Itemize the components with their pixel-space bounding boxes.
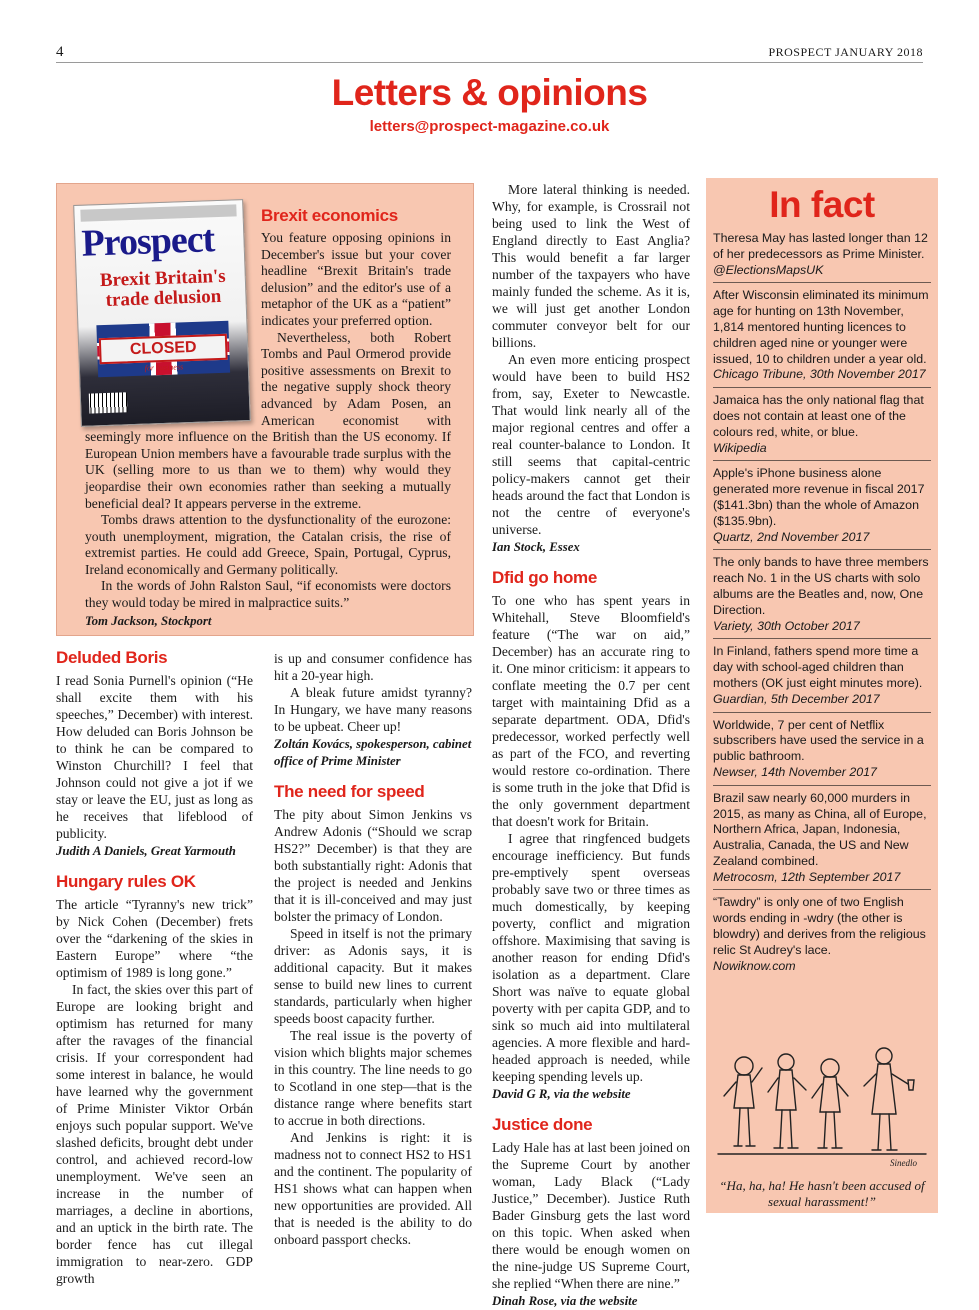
fact-text: Theresa May has lasted longer than 12 of her predecessors as Prime Minister. (713, 231, 928, 261)
fact-source: Metrocosm, 12th September 2017 (713, 869, 901, 884)
page-number: 4 (56, 44, 64, 60)
fact-item (713, 226, 931, 283)
fact-item (713, 461, 931, 550)
fact-text: Jamaica has the only national flag that does not contain at least one of the colours red, white, or blue. (713, 393, 924, 439)
letter-signature: David G R, via the website (492, 1087, 631, 1101)
featured-letter-box (56, 183, 474, 636)
fact-source: Guardian, 5th December 2017 (713, 691, 880, 706)
fact-item (713, 890, 931, 978)
letter-heading-justice: Justice done (492, 1115, 593, 1134)
letter-signature: Tom Jackson, Stockport (85, 613, 212, 628)
cartoon-figure-body (776, 1070, 796, 1110)
cartoon-figure-body (734, 1075, 754, 1108)
fact-text: Brazil saw nearly 60,000 murders in 2015, as many as China, all of Europe, Northern Africa, Japan, Indonesia, Australia, Canada, the US and New Zealand combined. (713, 790, 927, 868)
fact-source: @ElectionsMapsUK (713, 262, 824, 277)
fact-source: Chicago Tribune, 30th November 2017 (713, 367, 926, 382)
fact-item (713, 388, 931, 461)
cartoon-figure-head (735, 1057, 753, 1075)
fact-source: Nowiknow.com (713, 958, 796, 973)
cartoon-caption: “Ha, ha, ha! He hasn't been accused of sexual harassment!” (719, 1178, 925, 1209)
column-left (56, 648, 253, 1287)
letter-paragraph: You feature opposing opinions in December's issue but your cover headline “Brexit Britain's trade delusion” and the editor's use of a metaphor of the UK as a “patient” indicates your preferred option. (261, 230, 451, 328)
magazine-cover-image (73, 199, 251, 427)
in-fact-heading: In fact (769, 184, 875, 225)
letter-paragraph: Speed in itself is not the primary driver: as Adonis says, it is additional capacity. But it makes sense to build new lines to current standards, particularly when higher speeds boost capacity further. (274, 926, 472, 1026)
cartoon-figure-head (778, 1054, 794, 1070)
cartoon-figure-arms (864, 1074, 908, 1086)
cover-sign-subtitle: for business (144, 362, 184, 373)
letter-paragraph: Nevertheless, both Robert Tombs and Paul Ormerod provide positive assessments on Brexit to the negative supply shock theory advanced by Adam Posen, an American economist with seemingly more influence on the British than the US economy. If European Union members have a favourable trade surplus with the UK (selling more to us than we to them) why would they jeopardise their own economies rather than seeking a mutually beneficial deal? It appears perverse in the extreme. (85, 329, 451, 511)
cover-masthead: Prospect (80, 218, 215, 265)
letter-paragraph: I read Sonia Purnell's opinion (“He shall excite them with his speeches,” December) with interest. How deluded can Boris Johnson be to think he can be compared to Winston Churchill? I feel that Johnson could not give a jot if we stay or leave the EU, just as long as he receives that lifeblood of publicity. (56, 673, 253, 841)
letter-paragraph: Lady Hale has at last been joined on the Supreme Court by another woman, Lady Black (“Lady Justice,” December). Justice Ruth Bader Ginsburg gets the last word on this topic. When asked when there would be enough women on the nine-judge US Supreme Court, she replied “When there are nine.” (492, 1140, 690, 1291)
fact-source: Wikipedia (713, 440, 767, 455)
letter-heading-deluded-boris: Deluded Boris (56, 648, 168, 667)
running-head: PROSPECT JANUARY 2018 (768, 45, 923, 59)
cartoon-figure-body (820, 1077, 840, 1112)
letter-paragraph: Tombs draws attention to the dysfunctionality of the eurozone: youth unemployment, migration, the Catalan crisis, the rise of extremist parties. He could add Greece, Spain, Portugal, Cyprus, Ireland economically and Germany politically. (85, 512, 451, 577)
letter-paragraph: And Jenkins is right: it is madness not to connect HS2 to HS1 and the continent. The popularity of HS1 shows what can happen when new opportunities are provided. All that is needed is the ability to do onboard passport checks. (274, 1130, 472, 1247)
letter-paragraph: The pity about Simon Jenkins vs Andrew Adonis (“Should we scrap HS2?” December) is that they are both substantially right: Adonis that the project is needed and Jenkins that it is ill-conceived and may just bolster the primacy of London. (274, 807, 472, 924)
cartoon-figure-body (872, 1064, 896, 1114)
cover-closed-sign: CLOSED (99, 334, 228, 364)
fact-text: Apple's iPhone business alone generated more revenue in fiscal 2017 ($141.3bn) than the whole of Amazon ($135.9bn). (713, 466, 925, 528)
cartoon-figure-arms (724, 1068, 762, 1096)
letter-signature: Ian Stock, Essex (492, 540, 580, 554)
page-title: Letters & opinions (331, 72, 648, 113)
cartoon-figure-legs (872, 1114, 897, 1150)
letter-paragraph: is up and consumer confidence has hit a 20-year high. (274, 651, 472, 683)
fact-text: Worldwide, 7 per cent of Netflix subscribers have used the service in a public bathroom. (713, 717, 924, 764)
column-middle (274, 650, 472, 1248)
letter-heading-hungary: Hungary rules OK (56, 872, 196, 891)
cartoon-figure-arms (768, 1078, 806, 1092)
cartoon-signature: Sinedlo (890, 1158, 917, 1168)
letter-paragraph: I agree that ringfenced budgets encourage inefficiency. But funds pre-emptively spent overseas probably save two or three times as much domestically, by keeping poverty, conflict and migration offshore. Maximising that saving is another reason for ending Dfid's isolation as a department. Clare Short was naïve to equate global poverty with per capita GDP, and to sink so much aid into multilateral agencies. A more flexible and hard-headed approach is needed, while keeping spending levels up. (492, 831, 690, 1084)
cartoon-figure-head (876, 1048, 892, 1064)
letter-signature: Dinah Rose, via the website (492, 1294, 638, 1308)
barcode-icon (89, 392, 128, 413)
cover-headline: Brexit Britain's trade delusion (99, 265, 227, 311)
letter-paragraph: More lateral thinking is needed. Why, for example, is Crossrail not being used to link the West of England directly to East Anglia? This would benefit a far larger number of the taxpayers who have mainly funded the scheme. As it is, we will just get another London commuter conveyor belt for our billions. (492, 182, 690, 350)
cartoon-figure-head (821, 1059, 839, 1077)
letter-paragraph: A bleak future amidst tyranny? In Hungary, we have many reasons to be upbeat. Cheer up! (274, 685, 472, 734)
letter-paragraph: The article “Tyranny's new trick” by Nick Cohen (December) frets over the “darkening of the skies in Eastern Europe” where “the optimism of 1989 is long gone.” (56, 897, 253, 980)
header-rule (56, 62, 923, 63)
cartoon-figure-legs (818, 1112, 842, 1148)
fact-text: After Wisconsin eliminated its minimum age for hunting on 13th November, 1,814 mentored hunting licences to children aged nine or younger were issued, 10 to children under a year old. (713, 288, 929, 366)
letters-email-link[interactable]: letters@prospect-magazine.co.uk (369, 118, 610, 135)
in-fact-sidebar (706, 178, 938, 1213)
cup-icon (908, 1080, 914, 1090)
column-right (492, 181, 690, 1310)
letter-paragraph: To one who has spent years in Whitehall, Steve Bloomfield's feature (“The war on aid,” December) has an accurate ring to it. One minor criticism: it appears to conflate meeting the 0.7 per cent target with maintaining Dfid as a separate department. ODA, Dfid's predecessor, worked perfectly well as part of the FCO, and reverting would restore co-ordination. There is some truth in the joke that Dfid is the only government department that doesn't work for Britain. (492, 593, 690, 829)
fact-text: In Finland, fathers spend more time a day with school-aged children than mothers (OK just eight minutes more). (713, 644, 923, 690)
fact-text: “Tawdry” is only one of two English words ending in -wdry (the other is blowdry) and derives from the religious relic St Audrey's lace. (713, 895, 926, 957)
letter-heading-dfid: Dfid go home (492, 568, 597, 587)
fact-text: The only bands to have three members reach No. 1 in the US charts with solo albums are the Beatles and, now, One Direction. (713, 555, 929, 617)
fact-item (713, 786, 931, 891)
letter-paragraph: In the words of John Ralston Saul, “if economists were doctors they would today be mired in malpractice suits.” (85, 578, 451, 611)
cartoon-figure-legs (734, 1108, 755, 1146)
letter-paragraph: The real issue is the poverty of vision which blights major schemes in this country. The line needs to go to Scotland in one step—that is the distance range where benefits start to accrue in both directions. (274, 1028, 472, 1128)
fact-item (713, 639, 931, 712)
letter-paragraph: An even more enticing prospect would have been to build HS2 from, say, Exeter to Newcastle. That would link nearly all of the major regional centres and offer a real counter-balance to London. It still seems that capital-centric policy-makers cannot get their heads around the fact that London is not the centre of everyone's universe. (492, 352, 690, 537)
fact-item (713, 550, 931, 639)
letter-paragraph: In fact, the skies over this part of Europe are looking bright and optimism has returned for many after the ravages of the financial crisis. If your correspondent had some interest in balance, he would have learned why the government of Prime Minister Viktor Orbán enjoys such popular support. We've slashed deficits, brought debt under control, and achieved record-low unemployment. We've seen an increase in the number of marriages, a decline in abortions, and an uptick in the birth rate. The border fence has cut illegal immigration to near-zero. GDP growth (56, 982, 253, 1286)
fact-source: Quartz, 2nd November 2017 (713, 529, 870, 544)
letter-heading-speed: The need for speed (274, 782, 425, 801)
fact-source: Variety, 30th October 2017 (713, 618, 860, 633)
fact-item (713, 283, 931, 388)
letter-signature: Judith A Daniels, Great Yarmouth (56, 844, 236, 858)
fact-source: Newser, 14th November 2017 (713, 764, 877, 779)
cartoon-illustration (714, 1038, 930, 1170)
cartoon-figure-legs (774, 1110, 798, 1148)
letter-heading-brexit: Brexit economics (261, 206, 398, 225)
cartoon-figure-arms (812, 1084, 848, 1098)
letter-signature: Zoltán Kovács, spokesperson, cabinet office of Prime Minister (274, 737, 472, 768)
fact-item (713, 713, 931, 786)
cover-blurb (133, 388, 244, 414)
